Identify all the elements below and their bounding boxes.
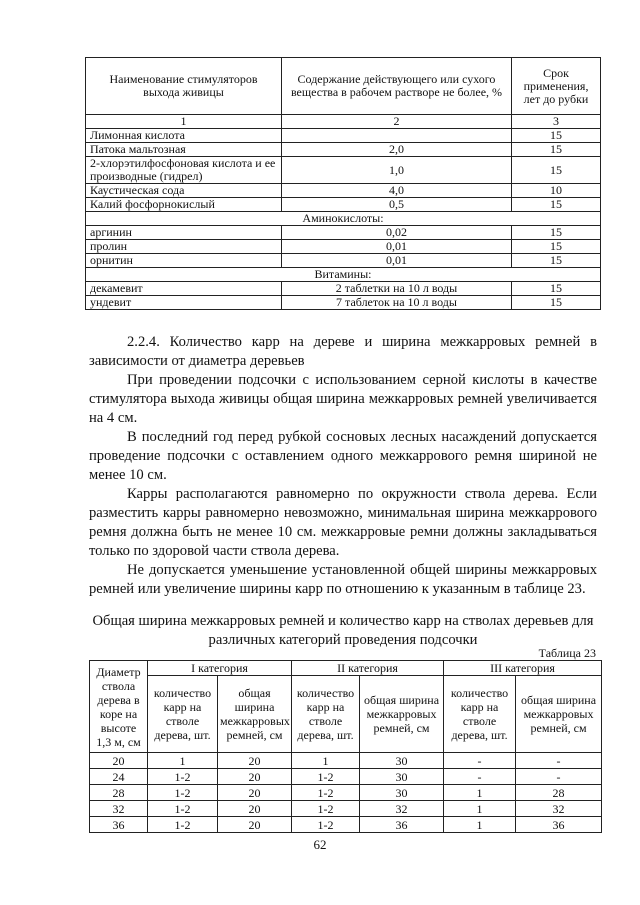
term-years: 15 xyxy=(512,240,601,254)
table-row xyxy=(86,296,601,310)
paragraph: Не допускается уменьшение установленной общей ширины межкарровых ремней или увеличение ширины карр по отношению к указанным в таблице 23. xyxy=(89,562,597,597)
cell: 20 xyxy=(218,817,292,833)
concentration: 7 таблеток на 10 л воды xyxy=(282,296,512,310)
sub-header: количество карр на стволе дерева, шт. xyxy=(148,676,218,753)
column-number: 1 xyxy=(86,115,282,129)
term-years: 15 xyxy=(512,282,601,296)
cell: 36 xyxy=(360,817,444,833)
concentration: 4,0 xyxy=(282,184,512,198)
stimulator-name: ундевит xyxy=(86,296,282,310)
column-number: 2 xyxy=(282,115,512,129)
stimulator-name: декамевит xyxy=(86,282,282,296)
stimulator-name: пролин xyxy=(86,240,282,254)
stimulator-name: Каустическая сода xyxy=(86,184,282,198)
term-years: 15 xyxy=(512,226,601,240)
cell: 1-2 xyxy=(148,817,218,833)
term-years: 15 xyxy=(512,198,601,212)
concentration xyxy=(282,129,512,143)
table-subheader-row xyxy=(90,676,602,753)
table-row xyxy=(86,157,601,184)
term-years: 10 xyxy=(512,184,601,198)
cell: 30 xyxy=(360,785,444,801)
diameter-header: Диаметр ствола дерева в коре на высоте 1,3 м, см xyxy=(90,661,148,753)
table-row xyxy=(86,240,601,254)
section-heading: 2.2.4. Количество карр на дереве и ширина межкарровых ремней в зависимости от диаметра деревьев xyxy=(89,334,597,369)
cell: - xyxy=(444,769,516,785)
page-number: 62 xyxy=(313,837,327,852)
stimulator-name: 2-хлорэтилфосфоновая кислота и ее производные (гидрел) xyxy=(86,157,282,184)
concentration: 2,0 xyxy=(282,143,512,157)
header-cell: Содержание действующего или сухого вещества в рабочем растворе не более, % xyxy=(282,58,512,115)
stimulators-table xyxy=(85,57,601,310)
stimulator-name: аргинин xyxy=(86,226,282,240)
table-header-row xyxy=(90,661,602,676)
table-row xyxy=(90,817,602,833)
section-row-vitamins xyxy=(86,268,601,282)
categories-table xyxy=(89,660,602,833)
table-row xyxy=(86,226,601,240)
concentration: 0,01 xyxy=(282,240,512,254)
concentration: 0,5 xyxy=(282,198,512,212)
table-row xyxy=(90,801,602,817)
table-number: Таблица 23 xyxy=(538,646,596,660)
table-header-row xyxy=(86,58,601,115)
cell: 1 xyxy=(444,817,516,833)
concentration: 0,01 xyxy=(282,254,512,268)
section-row-amino xyxy=(86,212,601,226)
stimulator-name: орнитин xyxy=(86,254,282,268)
table-row xyxy=(90,785,602,801)
cell: 20 xyxy=(218,801,292,817)
sub-header: количество карр на стволе дерева, шт. xyxy=(292,676,360,753)
term-years: 15 xyxy=(512,254,601,268)
concentration: 1,0 xyxy=(282,157,512,184)
table-row xyxy=(86,143,601,157)
concentration: 2 таблетки на 10 л воды xyxy=(282,282,512,296)
cell: 28 xyxy=(90,785,148,801)
stimulator-name: Патока мальтозная xyxy=(86,143,282,157)
cell: 1 xyxy=(444,801,516,817)
cell: - xyxy=(516,753,602,769)
concentration: 0,02 xyxy=(282,226,512,240)
cell: 1-2 xyxy=(292,785,360,801)
cell: 20 xyxy=(218,769,292,785)
cell: 1-2 xyxy=(292,769,360,785)
header-cell: Наименование стимуляторов выхода живицы xyxy=(86,58,282,115)
cell: 30 xyxy=(360,753,444,769)
category-header: II категория xyxy=(292,661,444,676)
cell: - xyxy=(444,753,516,769)
category-header: I категория xyxy=(148,661,292,676)
paragraph: Карры располагаются равномерно по окружности ствола дерева. Если разместить карры равномерно невозможно, минимальная ширина межкаррового ремня должна быть не менее 10 см. межкарровые ремни должны закладываться только по здоровой части ствола дерева. xyxy=(89,486,597,559)
column-number: 3 xyxy=(512,115,601,129)
cell: 30 xyxy=(360,769,444,785)
table-row xyxy=(86,198,601,212)
stimulator-name: Калий фосфорнокислый xyxy=(86,198,282,212)
paragraph: В последний год перед рубкой сосновых лесных насаждений допускается проведение подсочки с оставлением одного межкаррового ремня шириной не менее 10 см. xyxy=(89,429,597,483)
sub-header: количество карр на стволе дерева, шт. xyxy=(444,676,516,753)
cell: 1 xyxy=(444,785,516,801)
section-title: Аминокислоты: xyxy=(86,212,601,226)
category-header: III категория xyxy=(444,661,602,676)
paragraph: При проведении подсочки с использованием серной кислоты в качестве стимулятора выхода живицы общая ширина межкарровых ремней увеличивается на 4 см. xyxy=(89,372,597,426)
table-row xyxy=(86,184,601,198)
cell: 1-2 xyxy=(148,769,218,785)
cell: 1-2 xyxy=(148,801,218,817)
cell: 1 xyxy=(292,753,360,769)
table-row xyxy=(86,254,601,268)
term-years: 15 xyxy=(512,143,601,157)
table-row xyxy=(90,769,602,785)
table-caption: Общая ширина межкарровых ремней и количество карр на стволах деревьев для различных категорий проведения подсочки xyxy=(92,613,594,648)
cell: 20 xyxy=(218,753,292,769)
cell: 24 xyxy=(90,769,148,785)
sub-header: общая ширина межкарровых ремней, см xyxy=(360,676,444,753)
cell: 1-2 xyxy=(148,785,218,801)
term-years: 15 xyxy=(512,157,601,184)
cell: 1 xyxy=(148,753,218,769)
cell: 1-2 xyxy=(292,817,360,833)
stimulator-name: Лимонная кислота xyxy=(86,129,282,143)
cell: 32 xyxy=(360,801,444,817)
cell: 32 xyxy=(516,801,602,817)
cell: 32 xyxy=(90,801,148,817)
section-title: Витамины: xyxy=(86,268,601,282)
sub-header: общая ширина межкарровых ремней, см xyxy=(516,676,602,753)
column-number-row xyxy=(86,115,601,129)
table-row xyxy=(90,753,602,769)
cell: 20 xyxy=(90,753,148,769)
cell: 36 xyxy=(90,817,148,833)
header-cell: Срок применения, лет до рубки xyxy=(512,58,601,115)
cell: 20 xyxy=(218,785,292,801)
table-row xyxy=(86,129,601,143)
term-years: 15 xyxy=(512,296,601,310)
cell: 36 xyxy=(516,817,602,833)
table-row xyxy=(86,282,601,296)
cell: - xyxy=(516,769,602,785)
cell: 1-2 xyxy=(292,801,360,817)
cell: 28 xyxy=(516,785,602,801)
term-years: 15 xyxy=(512,129,601,143)
body-text xyxy=(89,333,597,599)
sub-header: общая ширина межкарровых ремней, см xyxy=(218,676,292,753)
